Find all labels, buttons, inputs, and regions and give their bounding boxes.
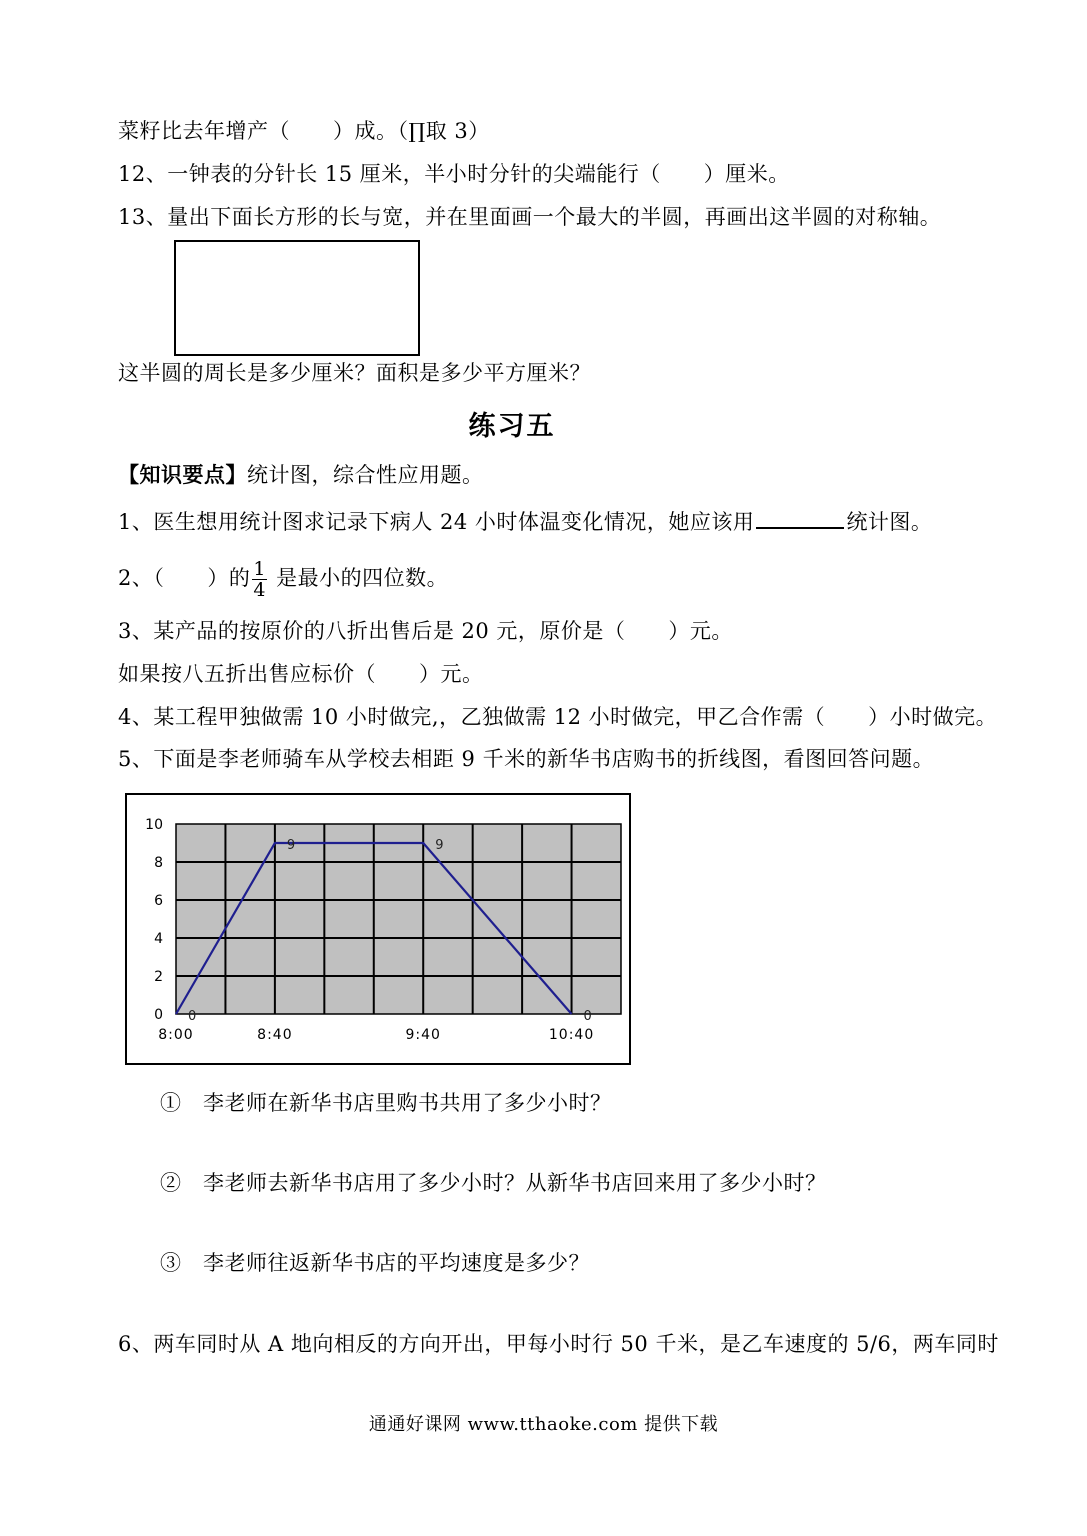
question-12: 12、一钟表的分针长 15 厘米，半小时分针的尖端能行（ ）厘米。 <box>118 162 790 186</box>
fraction-numerator: 1 <box>253 558 266 580</box>
measure-rectangle <box>174 240 420 356</box>
item-5-question-3: ③ 李老师往返新华书店的平均速度是多少？ <box>160 1251 590 1275</box>
item-1-suffix: 统计图。 <box>846 510 933 534</box>
item-1-text: 1、医生想用统计图求记录下病人 24 小时体温变化情况，她应该用 <box>118 510 755 534</box>
question-11-continuation: 菜籽比去年增产（ ）成。（∏取 3） <box>118 119 490 143</box>
line-chart-frame <box>125 793 631 1065</box>
fraction-one-quarter <box>252 559 267 600</box>
answer-blank[interactable] <box>756 507 844 529</box>
item-5: 5、下面是李老师骑车从学校去相距 9 千米的新华书店购书的折线图，看图回答问题。 <box>118 747 935 771</box>
x-tick-label: 8:40 <box>257 1027 293 1043</box>
item-4: 4、某工程甲独做需 10 小时做完,，乙独做需 12 小时做完，甲乙合作需（ ）小时做完。 <box>118 705 998 729</box>
item-3: 3、某产品的按原价的八折出售后是 20 元，原价是（ ）元。 <box>118 619 733 643</box>
item-2 <box>118 558 448 600</box>
data-point-label: 9 <box>435 838 444 853</box>
question-13-followup: 这半圆的周长是多少厘米？面积是多少平方厘米？ <box>118 361 591 385</box>
item-1 <box>118 507 932 536</box>
item-2-suffix: 是最小的四位数。 <box>268 566 449 590</box>
item-2-text: 2、（ ）的 <box>118 566 251 590</box>
x-tick-label: 8:00 <box>158 1027 194 1043</box>
plot-area <box>176 824 621 1014</box>
y-tick-label: 0 <box>154 1007 163 1023</box>
knowledge-points <box>118 461 484 489</box>
question-13: 13、量出下面长方形的长与宽，并在里面画一个最大的半圆，再画出这半圆的对称轴。 <box>118 205 942 229</box>
item-5-question-2: ② 李老师去新华书店用了多少小时？从新华书店回来用了多少小时？ <box>160 1171 827 1195</box>
y-tick-label: 6 <box>154 893 163 909</box>
y-tick-label: 10 <box>145 817 163 833</box>
line-chart <box>127 795 629 1063</box>
y-tick-label: 2 <box>154 969 163 985</box>
item-5-question-1: ① 李老师在新华书店里购书共用了多少小时？ <box>160 1091 612 1115</box>
footer-credit: 通通好课网 www.tthaoke.com 提供下载 <box>368 1414 719 1435</box>
knowledge-label: 【知识要点】 <box>118 462 247 487</box>
section-title: 练习五 <box>468 411 556 442</box>
data-point-label: 0 <box>583 1009 592 1024</box>
data-point-label: 9 <box>286 838 296 853</box>
x-tick-label: 10:40 <box>548 1027 595 1043</box>
y-tick-label: 8 <box>154 855 163 871</box>
item-3-followup: 如果按八五折出售应标价（ ）元。 <box>118 662 484 686</box>
y-tick-label: 4 <box>154 931 163 947</box>
item-6: 6、两车同时从 A 地向相反的方向开出，甲每小时行 50 千米，是乙车速度的 5/6，两车同时 <box>118 1332 999 1356</box>
fraction-denominator: 4 <box>253 579 266 601</box>
y-axis-ticks <box>145 817 163 1023</box>
x-tick-label: 9:40 <box>405 1027 441 1043</box>
data-point-label: 0 <box>188 1009 197 1024</box>
knowledge-text: 统计图，综合性应用题。 <box>247 463 484 487</box>
x-axis-ticks <box>158 1027 594 1043</box>
